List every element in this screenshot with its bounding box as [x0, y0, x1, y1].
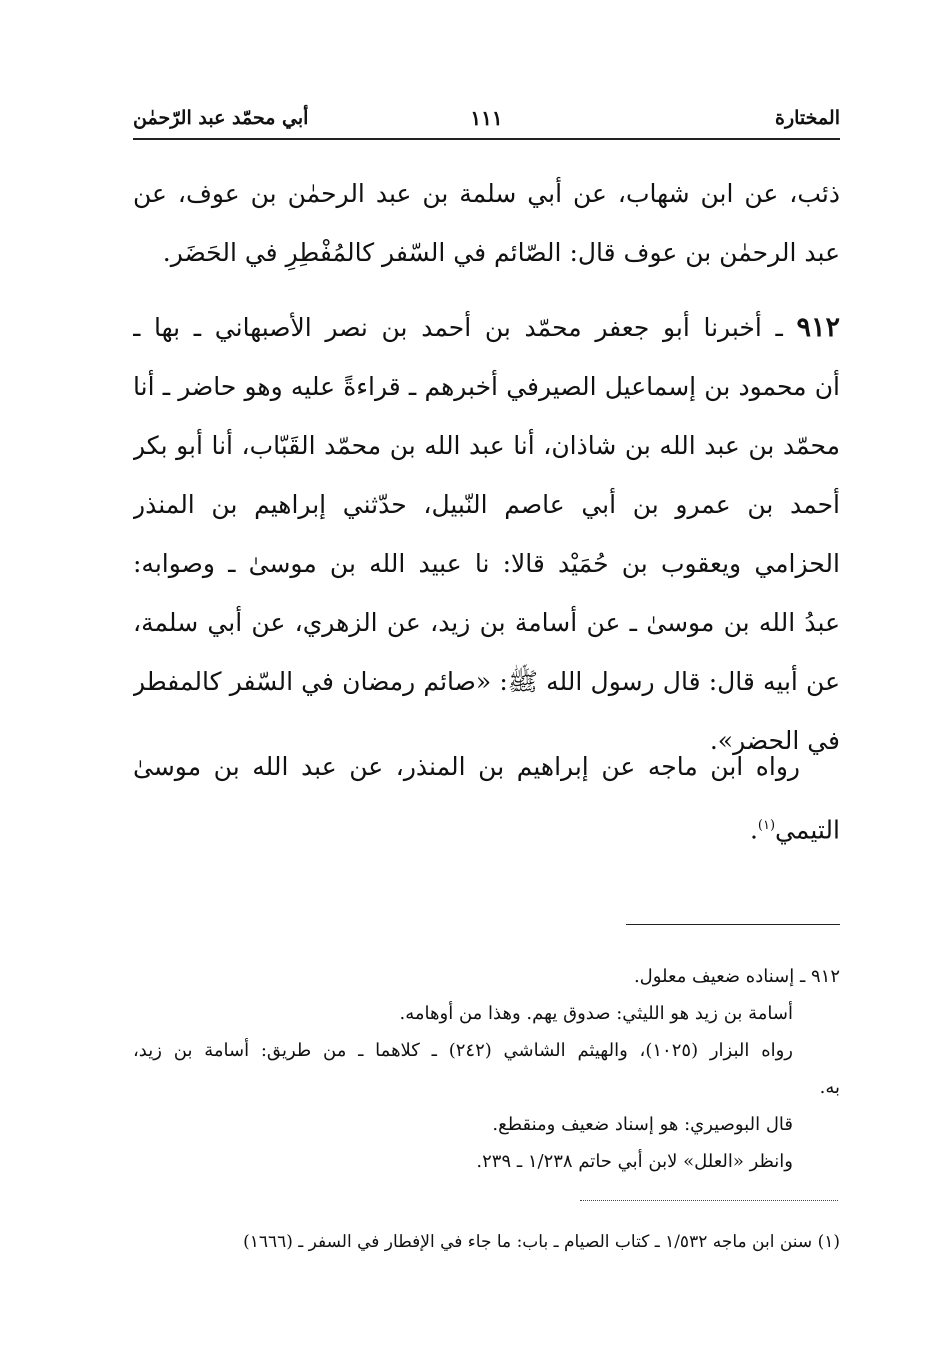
- note-line: وانظر «العلل» لابن أبي حاتم ١/٢٣٨ ـ ٢٣٩.: [476, 1151, 793, 1172]
- text-line: رواه ابن ماجه عن إبراهيم بن المنذر، عن عبد الله بن موسىٰ: [133, 752, 800, 781]
- text-line: عبد الرحمٰن بن عوف قال: الصّائم في السّفر كالمُفْطِرِ في الحَضَر.: [162, 238, 840, 267]
- header-book-title: المختارة: [775, 107, 840, 129]
- text-line: عن أبيه قال: قال رسول الله ﷺ: «صائم رمضان في السّفر كالمفطر: [133, 667, 840, 696]
- text-line: أن محمود بن إسماعيل الصيرفي أخبرهم ـ قراءةً عليه وهو حاضر ـ أنا: [133, 372, 840, 401]
- paragraph-continuation: [133, 164, 840, 282]
- footnote-separator: [580, 1200, 838, 1201]
- note-line: قال البوصيري: هو إسناد ضعيف ومنقطع.: [492, 1114, 793, 1135]
- text-line: عبدُ الله بن موسىٰ ـ عن أسامة بن زيد، عن الزهري، عن أبي سلمة،: [133, 608, 840, 637]
- text-line: الحزامي ويعقوب بن حُمَيْد قالا: نا عبيد الله بن موسىٰ ـ وصوابه:: [133, 549, 840, 578]
- hadith-number: ٩١٢: [796, 312, 840, 343]
- commentary-notes: [133, 958, 840, 1180]
- text-line: ذئب، عن ابن شهاب، عن أبي سلمة بن عبد الرحمٰن بن عوف، عن: [133, 179, 840, 208]
- hadith-912: [133, 298, 840, 770]
- note-line: به.: [819, 1077, 840, 1098]
- notes-separator: [626, 924, 840, 925]
- text-line: ٩١٢ ـ أخبرنا أبو جعفر محمّد بن أحمد بن نصر الأصبهاني ـ بها ـ: [133, 312, 840, 343]
- footnote: (١) سنن ابن ماجه ١/٥٣٢ ـ كتاب الصيام ـ باب: ما جاء في الإفطار في السفر ـ (١٦٦٦): [243, 1232, 840, 1252]
- footnote-ref[interactable]: (١): [757, 818, 776, 833]
- header-author: أبي محمّد عبد الرّحمٰن: [133, 107, 309, 129]
- text-line: أحمد بن عمرو بن أبي عاصم النّبيل، حدّثني إبراهيم بن المنذر: [133, 490, 840, 519]
- text-line: في الحضر».: [709, 726, 840, 755]
- text-line: التيمي$^{(١)}$.: [749, 815, 840, 845]
- note-line: ٩١٢ ـ إسناده ضعيف معلول.: [633, 966, 840, 987]
- page-number: ١١١: [470, 106, 503, 130]
- note-line: أسامة بن زيد هو الليثي: صدوق يهم. وهذا من أوهامه.: [399, 1003, 793, 1024]
- note-line: رواه البزار (١٠٢٥)، والهيثم الشاشي (٢٤٢) ـ كلاهما ـ من طريق: أسامة بن زيد،: [133, 1040, 794, 1061]
- running-header: [133, 98, 840, 140]
- takhrij-paragraph: [133, 737, 840, 855]
- text-line: محمّد بن عبد الله بن شاذان، أنا عبد الله بن محمّد القَبّاب، أنا أبو بكر: [133, 431, 840, 460]
